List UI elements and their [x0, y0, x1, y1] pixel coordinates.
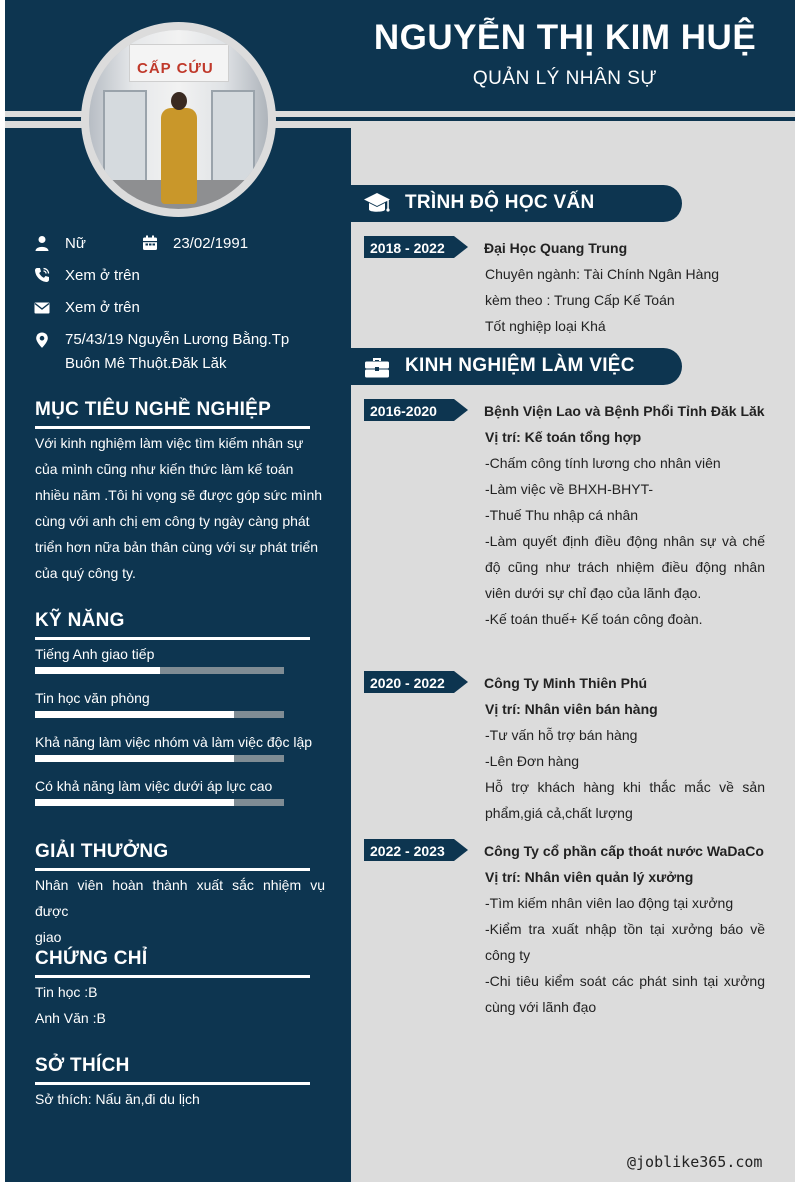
address-line-1: 75/43/19 Nguyễn Lương Bằng.Tp — [65, 331, 290, 348]
job-duty: -Thuế Thu nhập cá nhân — [485, 507, 639, 523]
objective-line: của mình cũng như kiến thức làm kế toán — [35, 461, 294, 477]
job-entry — [484, 670, 765, 826]
skill-bar — [35, 667, 284, 674]
skill-bar-fill — [35, 711, 234, 718]
candidate-name: NGUYỄN THỊ KIM HUỆ — [373, 18, 757, 57]
candidate-role: QUẢN LÝ NHÂN SỰ — [472, 68, 658, 89]
photo-person-body — [161, 108, 197, 204]
job-position: Vị trí: Nhân viên bán hàng — [485, 701, 658, 717]
awards-heading: GIẢI THƯỞNG — [35, 841, 169, 862]
objective-line: nhiều năm .Tôi hi vọng sẽ được góp sức mình — [35, 487, 323, 503]
job-duty: -Lên Đơn hàng — [485, 753, 580, 769]
skills-rule — [35, 637, 310, 640]
skill-label: Tiếng Anh giao tiếp — [35, 646, 155, 662]
job-position: Vị trí: Kế toán tổng hợp — [485, 429, 642, 445]
objective-text — [35, 430, 325, 586]
objective-rule — [35, 426, 310, 429]
hobbies-heading: SỞ THÍCH — [35, 1055, 130, 1076]
skill-bar — [35, 711, 284, 718]
job-position: Vị trí: Nhân viên quản lý xưởng — [485, 869, 694, 885]
job-period: 2022 - 2023 — [370, 843, 445, 859]
skill-bar-fill — [35, 667, 160, 674]
job-duty: -Tìm kiếm nhân viên lao động tại xưởng — [485, 895, 734, 911]
job-period: 2016-2020 — [370, 403, 437, 419]
objective-line: Với kinh nghiệm làm việc tìm kiếm nhân sự — [35, 435, 304, 451]
education-detail: kèm theo : Trung Cấp Kế Toán — [485, 292, 675, 308]
profile-photo-frame — [81, 22, 276, 217]
objective-line: triển hơn nữa bản thân cùng với sự phát triển — [35, 539, 319, 555]
resume-page — [5, 0, 795, 1182]
skill-bar — [35, 755, 284, 762]
education-banner — [351, 185, 682, 222]
birthday-value: 23/02/1991 — [173, 235, 249, 252]
job-company: Bệnh Viện Lao và Bệnh Phổi Tỉnh Đăk Lăk — [484, 403, 765, 419]
photo-sign-text: CẤP CỨU — [137, 60, 214, 77]
certificate-item: Tin học :B — [35, 984, 98, 1000]
job-entry — [484, 838, 765, 1020]
job-duty: -Kế toán thuế+ Kế toán công đoàn. — [485, 611, 703, 627]
certificate-item: Anh Văn :B — [35, 1010, 106, 1026]
phone-icon — [34, 267, 50, 283]
awards-rule — [35, 868, 310, 871]
certificates-list — [35, 979, 325, 1031]
education-detail: Tốt nghiệp loại Khá — [485, 318, 606, 334]
objective-line: của quý công ty. — [35, 565, 136, 581]
photo-person-head — [171, 92, 187, 110]
hobbies-text: Sở thích: Nấu ăn,đi du lịch — [35, 1091, 200, 1107]
graduation-cap-icon — [363, 190, 391, 218]
phone-value: Xem ở trên — [65, 267, 140, 284]
skill-label: Tin học văn phòng — [35, 690, 150, 706]
briefcase-icon — [363, 353, 391, 381]
award-line: Nhân viên hoàn thành xuất sắc nhiệm vụ được — [35, 877, 325, 919]
job-period: 2020 - 2022 — [370, 675, 445, 691]
certificates-rule — [35, 975, 310, 978]
award-line: giao — [35, 929, 62, 945]
experience-heading: KINH NGHIỆM LÀM VIỆC — [405, 355, 635, 376]
skill-bar-fill — [35, 799, 234, 806]
calendar-icon — [142, 235, 158, 251]
skills-heading: KỸ NĂNG — [35, 610, 125, 631]
objective-heading: MỤC TIÊU NGHỀ NGHIỆP — [35, 399, 272, 420]
job-company: Công Ty cổ phần cấp thoát nước WaDaCo — [484, 843, 764, 859]
awards-text — [35, 872, 325, 950]
job-company: Công Ty Minh Thiên Phú — [484, 675, 648, 691]
education-detail: Chuyên ngành: Tài Chính Ngân Hàng — [485, 266, 720, 282]
job-duty: Hỗ trợ khách hàng khi thắc mắc về sản — [485, 779, 765, 795]
experience-banner — [351, 348, 682, 385]
skill-label: Khả năng làm việc nhóm và làm việc độc lập — [35, 734, 313, 750]
job-duty: -Kiểm tra xuất nhập tồn tại xưởng báo về — [485, 921, 765, 937]
education-school: Đại Học Quang Trung — [484, 240, 628, 256]
job-duty: -Chi tiêu kiểm soát các phát sinh tại xưởng — [485, 973, 765, 989]
job-duty: -Làm việc về BHXH-BHYT- — [485, 481, 654, 497]
certificates-heading: CHỨNG CHỈ — [35, 948, 148, 969]
job-duty: phẩm,giá cả,chất lượng — [485, 805, 633, 821]
education-heading: TRÌNH ĐỘ HỌC VẤN — [405, 192, 595, 213]
objective-line: cùng với anh chị em công ty ngày càng phát — [35, 513, 310, 529]
hobbies-rule — [35, 1082, 310, 1085]
job-duty: viên dưới sự chỉ đạo của lãnh đạo. — [485, 585, 702, 601]
education-period: 2018 - 2022 — [370, 240, 445, 256]
job-duty: -Tư vấn hỗ trợ bán hàng — [485, 727, 638, 743]
job-duty: -Làm quyết định điều động nhân sự và chế — [485, 533, 765, 549]
skill-label: Có khả năng làm việc dưới áp lực cao — [35, 778, 273, 794]
job-duty: cùng với lãnh đạo — [485, 999, 597, 1015]
footer-watermark: @joblike365.com — [627, 1153, 763, 1171]
education-entry — [484, 235, 765, 339]
skill-bar-fill — [35, 755, 234, 762]
gender-value: Nữ — [65, 235, 86, 252]
job-duty: độ cũng như trách nhiệm điều động nhân — [485, 559, 765, 575]
profile-photo — [89, 30, 268, 209]
job-entry — [484, 398, 765, 632]
location-pin-icon — [34, 332, 50, 348]
email-value: Xem ở trên — [65, 299, 140, 316]
user-icon — [34, 235, 50, 251]
skill-bar — [35, 799, 284, 806]
job-duty: -Chấm công tính lương cho nhân viên — [485, 455, 721, 471]
envelope-icon — [34, 300, 50, 316]
address-line-2: Buôn Mê Thuột.Đăk Lăk — [65, 355, 227, 372]
job-duty: công ty — [485, 947, 531, 963]
